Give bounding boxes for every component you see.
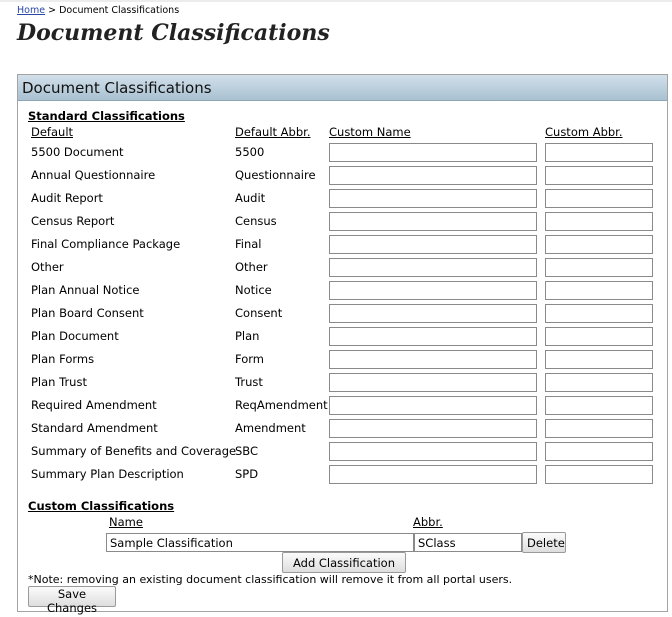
default-abbr-cell: ReqAmendment bbox=[235, 398, 328, 412]
custom-name-input[interactable] bbox=[329, 350, 537, 369]
custom-name-input[interactable] bbox=[329, 258, 537, 277]
removal-note: *Note: removing an existing document classification will remove it from all portal users. bbox=[28, 573, 513, 586]
custom-name-input[interactable] bbox=[329, 235, 537, 254]
default-column-header: Default bbox=[31, 125, 74, 139]
custom-name-input[interactable] bbox=[329, 166, 537, 185]
default-name-cell: Plan Document bbox=[31, 329, 119, 343]
default-name-cell: Standard Amendment bbox=[31, 421, 158, 435]
custom-abbr-column-header: Custom Abbr. bbox=[545, 125, 623, 139]
table-row bbox=[18, 303, 669, 325]
default-name-cell: Required Amendment bbox=[31, 398, 157, 412]
default-name-cell: Summary of Benefits and Coverage bbox=[31, 444, 237, 458]
custom-name-input[interactable] bbox=[329, 327, 537, 346]
panel-header: Document Classifications bbox=[18, 75, 667, 101]
default-abbr-cell: Final bbox=[235, 237, 262, 251]
breadcrumb-separator: > bbox=[48, 5, 57, 16]
custom-abbr-input[interactable] bbox=[545, 396, 653, 415]
default-name-cell: Other bbox=[31, 260, 64, 274]
custom-name-input[interactable] bbox=[329, 189, 537, 208]
custom-abbr-input[interactable] bbox=[545, 419, 653, 438]
default-name-cell: Final Compliance Package bbox=[31, 237, 181, 251]
default-name-cell: Plan Annual Notice bbox=[31, 283, 140, 297]
default-name-cell: Plan Board Consent bbox=[31, 306, 144, 320]
custom-abbr-input[interactable] bbox=[545, 166, 653, 185]
custom-name-input[interactable] bbox=[329, 465, 537, 484]
custom-abbr-input[interactable] bbox=[545, 212, 653, 231]
custom-abbr-input[interactable] bbox=[545, 143, 653, 162]
custom-abbr-input[interactable] bbox=[545, 258, 653, 277]
default-name-cell: Plan Trust bbox=[31, 375, 87, 389]
default-abbr-cell: Consent bbox=[235, 306, 283, 320]
default-abbr-cell: Other bbox=[235, 260, 268, 274]
default-abbr-cell: Trust bbox=[235, 375, 263, 389]
custom-abbr-input[interactable] bbox=[545, 304, 653, 323]
table-row bbox=[18, 165, 669, 187]
breadcrumb bbox=[17, 5, 179, 16]
default-abbr-cell: Amendment bbox=[235, 421, 306, 435]
custom-classifications-title: Custom Classifications bbox=[28, 499, 175, 513]
default-name-cell: Census Report bbox=[31, 214, 115, 228]
table-row bbox=[18, 464, 669, 486]
custom-abbr-input[interactable] bbox=[545, 281, 653, 300]
save-changes-button[interactable]: Save Changes bbox=[28, 586, 116, 607]
custom-abbr-header: Abbr. bbox=[413, 515, 443, 529]
page-title: Document Classifications bbox=[17, 20, 330, 46]
breadcrumb-current: Document Classifications bbox=[59, 5, 180, 16]
table-row bbox=[18, 326, 669, 348]
custom-name-input[interactable] bbox=[329, 281, 537, 300]
delete-button[interactable]: Delete bbox=[522, 532, 566, 553]
add-classification-button[interactable]: Add Classification bbox=[282, 552, 406, 573]
custom-name-input[interactable] bbox=[329, 442, 537, 461]
default-abbr-cell: Census bbox=[235, 214, 277, 228]
table-row bbox=[18, 395, 669, 417]
custom-abbr-input[interactable] bbox=[545, 235, 653, 254]
custom-abbr-input[interactable] bbox=[545, 442, 653, 461]
table-row bbox=[18, 418, 669, 440]
default-abbr-cell: Notice bbox=[235, 283, 272, 297]
custom-name-input[interactable] bbox=[329, 373, 537, 392]
custom-table-row bbox=[18, 532, 669, 554]
table-row bbox=[18, 349, 669, 371]
custom-abbr-input[interactable] bbox=[545, 189, 653, 208]
default-name-cell: Summary Plan Description bbox=[31, 467, 184, 481]
standard-classifications-title: Standard Classifications bbox=[28, 109, 185, 123]
custom-abbr-input[interactable] bbox=[545, 327, 653, 346]
table-row bbox=[18, 280, 669, 302]
default-abbr-cell: Audit bbox=[235, 191, 266, 205]
custom-name-column-header: Custom Name bbox=[329, 125, 411, 139]
custom-name-input[interactable] bbox=[329, 396, 537, 415]
default-name-cell: Plan Forms bbox=[31, 352, 95, 366]
default-abbr-cell: Plan bbox=[235, 329, 260, 343]
table-row bbox=[18, 372, 669, 394]
table-row bbox=[18, 234, 669, 256]
table-row bbox=[18, 441, 669, 463]
custom-abbr-input[interactable] bbox=[545, 373, 653, 392]
custom-name-header: Name bbox=[109, 515, 143, 529]
default-abbr-cell: 5500 bbox=[235, 145, 265, 159]
default-abbr-cell: Form bbox=[235, 352, 264, 366]
table-row bbox=[18, 257, 669, 279]
table-row bbox=[18, 211, 669, 233]
custom-abbr-input[interactable] bbox=[545, 465, 653, 484]
custom-name-input[interactable] bbox=[329, 143, 537, 162]
default-name-cell: 5500 Document bbox=[31, 145, 124, 159]
default-abbr-cell: SPD bbox=[235, 467, 259, 481]
custom-abbr-input[interactable] bbox=[545, 350, 653, 369]
breadcrumb-home-link[interactable]: Home bbox=[17, 5, 46, 16]
classifications-panel bbox=[17, 74, 668, 615]
custom-name-input[interactable] bbox=[329, 212, 537, 231]
top-border bbox=[0, 0, 672, 2]
default-abbr-column-header: Default Abbr. bbox=[235, 125, 311, 139]
default-abbr-cell: Questionnaire bbox=[235, 168, 316, 182]
custom-name-input[interactable] bbox=[329, 304, 537, 323]
table-row bbox=[18, 142, 669, 164]
default-name-cell: Annual Questionnaire bbox=[31, 168, 156, 182]
default-name-cell: Audit Report bbox=[31, 191, 103, 205]
custom-name-input[interactable] bbox=[329, 419, 537, 438]
table-row bbox=[18, 188, 669, 210]
default-abbr-cell: SBC bbox=[235, 444, 259, 458]
custom-classification-name-input[interactable] bbox=[106, 533, 414, 552]
custom-classification-abbr-input[interactable] bbox=[414, 533, 522, 552]
